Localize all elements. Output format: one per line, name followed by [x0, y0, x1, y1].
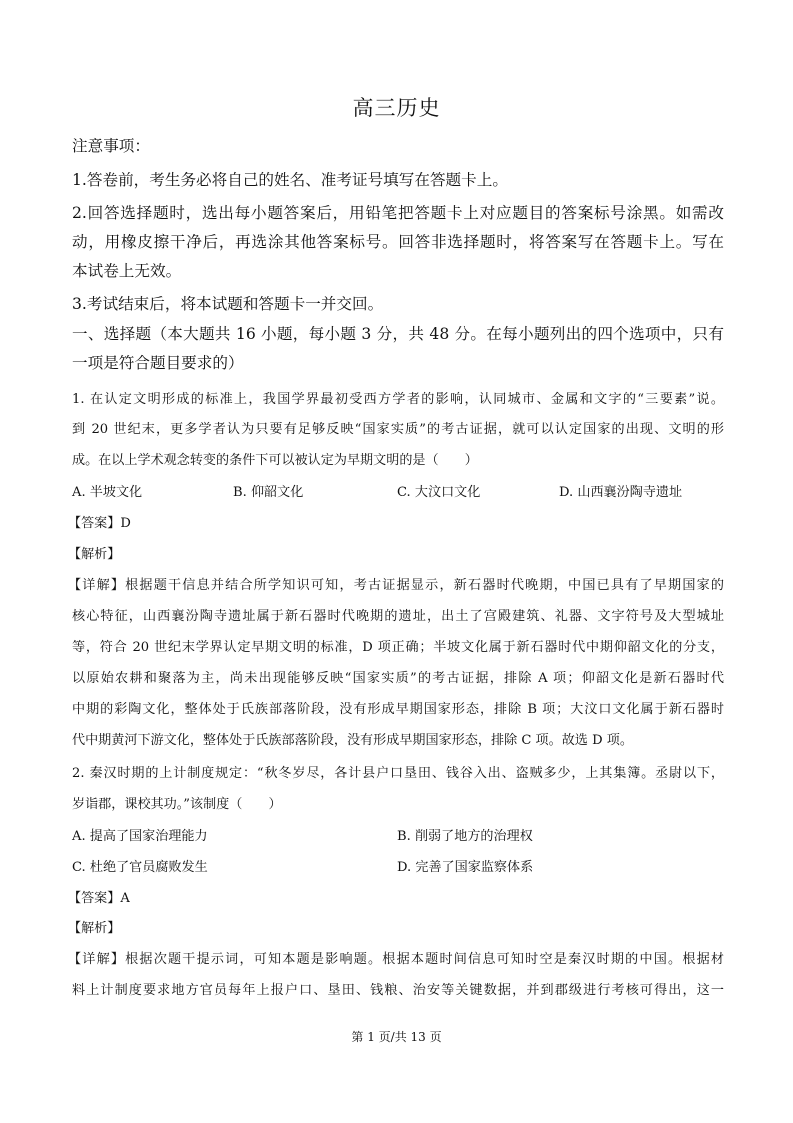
q1-option-b: B. 仰韶文化 [233, 485, 304, 500]
q2-option-a: A. 提高了国家治理能力 [72, 829, 208, 844]
q1-detail-line-6: 代中期黄河下游文化，整体处于氏族部落阶段，没有形成早期国家形态，排除 C 项。故选 D 项。 [72, 733, 633, 748]
q1-detail-line-3: 等，符合 20 世纪末学界认定早期文明的标准，D 项正确；半坡文化属于新石器时代中期仰韶文化的分支， [72, 640, 724, 655]
notice-item-3: 3.考试结束后，将本试题和答题卡一并交回。 [72, 295, 384, 313]
notice-item-2-line-1: 2.回答选择题时，选出每小题答案后，用铅笔把答题卡上对应题目的答案标号涂黑。如需改 [72, 204, 724, 222]
notice-item-2-line-3: 本试卷上无效。 [72, 262, 182, 280]
q2-option-b: B. 削弱了地方的治理权 [397, 829, 533, 844]
page-footer: 第 1 页/共 13 页 [351, 1030, 442, 1044]
q2-detail-line-1: 【详解】根据次题干提示词，可知本题是影响题。根据本题时间信息可知时空是秦汉时期的中国。根据材 [68, 952, 724, 967]
q1-option-c: C. 大汶口文化 [397, 485, 481, 500]
q2-analysis-label: 【解析】 [68, 921, 121, 936]
q1-stem-line-1: 1. 在认定文明形成的标准上，我国学界最初受西方学者的影响，认同城市、金属和文字的“三要素”说。 [72, 392, 724, 407]
q2-stem-line-1: 2. 秦汉时期的上计制度规定：“秋冬岁尽，各计县户口垦田、钱谷入出、盗贼多少，上其集簿。丞尉以下， [72, 766, 724, 781]
q1-option-d: D. 山西襄汾陶寺遗址 [559, 485, 683, 500]
notice-item-1: 1.答卷前，考生务必将自己的姓名、准考证号填写在答题卡上。 [72, 171, 508, 189]
q1-detail-line-2: 核心特征，山西襄汾陶寺遗址属于新石器时代晚期的遗址，出土了宫殿建筑、礼器、文字符号及大型城址 [72, 609, 724, 624]
q2-stem-line-2: 岁诣郡，课校其功。”该制度（ ） [72, 797, 282, 812]
q1-analysis-label: 【解析】 [68, 547, 121, 562]
q1-stem-line-3: 成。在以上学术观念转变的条件下可以被认定为早期文明的是（ ） [72, 453, 478, 468]
q1-option-a: A. 半坡文化 [72, 485, 143, 500]
page-title: 高三历史 [352, 96, 441, 120]
q1-answer: 【答案】D [68, 516, 131, 531]
q2-answer: 【答案】A [68, 891, 130, 906]
q1-detail-line-4: 以原始农耕和聚落为主，尚未出现能够反映“国家实质”的考古证据，排除 A 项；仰韶文化是新石器时代 [72, 671, 724, 686]
q2-option-d: D. 完善了国家监察体系 [397, 860, 534, 875]
q2-detail-line-2: 料上计制度要求地方官员每年上报户口、垦田、钱粮、治安等关键数据，并到郡级进行考核可得出，这一 [72, 983, 724, 998]
q1-stem-line-2: 到 20 世纪末，更多学者认为只要有足够反映“国家实质”的考古证据，就可以认定国家的出现、文明的形 [72, 422, 724, 437]
section-heading-line-2: 一项是符合题目要求的） [72, 354, 244, 372]
q1-detail-line-1: 【详解】根据题干信息并结合所学知识可知，考古证据显示，新石器时代晚期，中国已具有了早期国家的 [68, 578, 724, 593]
q2-option-c: C. 杜绝了官员腐败发生 [72, 860, 208, 875]
q1-detail-line-5: 中期的彩陶文化，整体处于氏族部落阶段，没有形成早期国家形态，排除 B 项；大汶口文化属于新石器时 [72, 702, 724, 717]
notice-item-2-line-2: 动，用橡皮擦干净后，再选涂其他答案标号。回答非选择题时，将答案写在答题卡上。写在 [72, 233, 724, 251]
section-heading-line-1: 一、选择题（本大题共 16 小题，每小题 3 分，共 48 分。在每小题列出的四个选项中，只有 [72, 325, 724, 343]
notice-heading: 注意事项： [72, 137, 150, 155]
